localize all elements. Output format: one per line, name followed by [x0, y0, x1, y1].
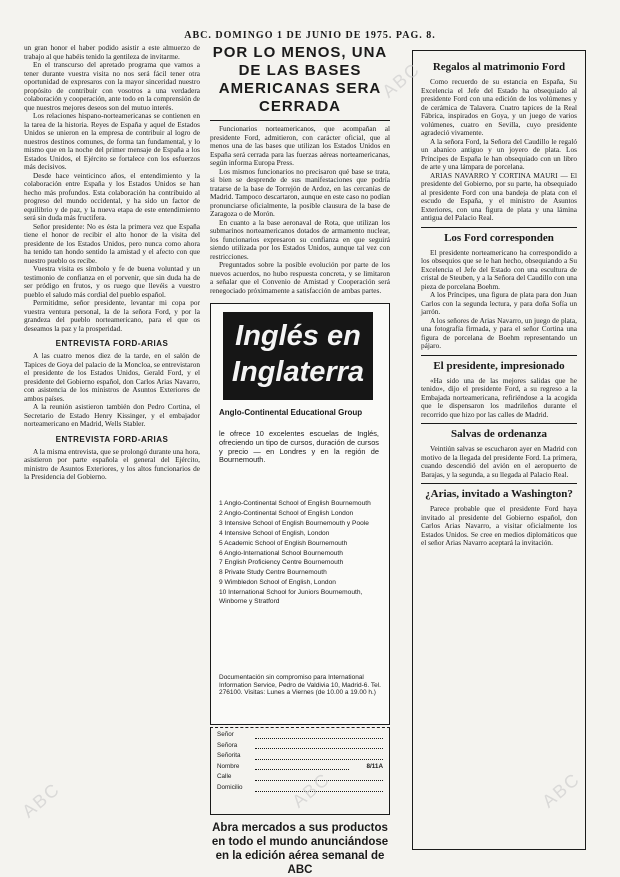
school-item: 5 Academic School of English Bournemouth	[219, 539, 348, 547]
coupon-row	[217, 731, 383, 739]
divider	[421, 227, 577, 228]
body-paragraph: Desde hace veinticinco años, el entendimiento y la colaboración entre España y los Estados Unidos se han hecho más profundos. Esta colaboración ha contribuido al progreso del mundo occidental, y ha sido un factor de equilibrio y de paz, y la nueva etapa de este entendimiento será sin duda más fructífera.	[24, 170, 200, 222]
school-item: 10 International School for Juniors Bournemouth, Winborne y Stratford	[219, 589, 363, 605]
box-title: El presidente, impresionado	[433, 359, 565, 372]
body-paragraph: El presidente norteamericano ha correspondido a los obsequios que se le han hecho, obsequiando a Su Excelencia el Jefe del Estado con una escultura de cristal de Steuben, y a la Señora del Caudillo con una pieza de porcelana Boehm.	[421, 247, 577, 291]
coupon-row	[217, 773, 383, 781]
coupon-field-line[interactable]	[255, 753, 383, 760]
body-paragraph: En el transcurso del apretado programa que vamos a tener durante vuestra visita no nos será fácil tener otra oportunidad de expresaros con la mayor sinceridad nuestro propósito de contribuir con vosotros a una verdadera colaboración y cooperación, ante todo en la comprensión de que nuestros mejores deseos son del mutuo interés.	[24, 60, 200, 112]
body-paragraph: Funcionarios norteamericanos, que acompañan al presidente Ford, admitieron, con carácter oficial, que al menos una de las bases que utilizan los Estados Unidos en España será cerrada para las fuerzas aéreas norteamericanas, según informa Europa Press.	[210, 124, 390, 167]
coupon-label: Señorita	[217, 752, 241, 760]
box-content	[413, 51, 585, 554]
abc-watermark: ABC	[378, 58, 425, 102]
body-paragraph: A las cuatro menos diez de la tarde, en el salón de Tapices de Goya del palacio de la Moncloa, se entrevistaron el presidente de los Estados Unidos, Gerald Ford, y el presidente del Gobierno español, don Carlos Arias Navarro, con asistencia de los ministros de Asuntos Exteriores de ambos países.	[24, 351, 200, 403]
coupon-label: Calle	[217, 773, 232, 781]
body-paragraph: Veintiún salvas se escucharon ayer en Madrid con motivo de la llegada del presidente Ford. La primera, cuando descendió del avión en el aeropuerto de Barajas, y la segunda, a su llegada al Palacio Real.	[421, 444, 577, 479]
divider	[421, 423, 577, 424]
body-paragraph: Preguntados sobre la posible evolución por parte de los nuevos acuerdos, no hubo respuesta concreta, y se limitaron a señalar que el Convenio de Amistad y Cooperación será renegociado próximamente a satisfacción de ambas partes.	[210, 260, 390, 295]
body-paragraph: Parece probable que el presidente Ford haya invitado al presidente del Gobierno español, don Carlos Arias Navarro, a visitar oficialmente los Estados Unidos. Se cree en medios diplomáticos que el señor Arias Navarro aceptará la invitación.	[421, 504, 577, 547]
body-paragraph: En cuanto a la base aeronaval de Rota, que utilizan los submarinos norteamericanos dotados de armamento nuclear, los funcionarios expresaron su confianza en que seguirá siendo utilizada por los Estados Unidos, aunque tal vez con restricciones.	[210, 217, 390, 261]
school-item: 9 Wimbledon School of English, London	[219, 579, 336, 587]
column-left	[24, 44, 200, 482]
divider	[421, 355, 577, 356]
box-title: ¿Arias, invitado a Washington?	[425, 488, 573, 500]
abc-watermark: ABC	[288, 768, 335, 812]
school-item: 1 Anglo-Continental School of English Bournemouth	[219, 500, 371, 507]
coupon-label: Señor	[217, 731, 234, 738]
coupon-label: Domicilio	[217, 783, 243, 791]
body-paragraph: Permitidme, señor presidente, levantar mi copa por vuestra ventura personal, la de la señora Ford, y por la grandeza del pueblo norteamericano, para el que os deseamos la paz y la prosperidad.	[24, 298, 200, 333]
ad-banner-title: Inglés en Inglaterra	[231, 320, 365, 388]
column-right-box	[412, 50, 586, 850]
coupon-field-line[interactable]	[255, 763, 349, 770]
body-paragraph: Los relaciones hispano-norteamericanas se contienen en la tarea de la historia. Reyes de España y aquel de Estados Unidos se unieron en la empresa de contribuir al logro de nuestros destinos comunes, de forma tan fundamental, y lo mismo que en la noche del primer mensaje de España a los Estados Unidos, el Ejército se fortalece con los esfuerzos más decisivos.	[24, 111, 200, 171]
coupon-row	[217, 742, 383, 750]
box-title: Regalos al matrimonio Ford	[432, 61, 566, 73]
page-header: ABC. DOMINGO 1 DE JUNIO DE 1975. PAG. 8.	[184, 30, 436, 41]
section-subhead: ENTREVISTA FORD-ARIAS	[55, 434, 169, 444]
school-item: 7 English Proficiency Centre Bournemouth	[219, 559, 344, 567]
abc-watermark: ABC	[18, 778, 65, 822]
box-title: Los Ford corresponden	[444, 231, 554, 244]
column-center	[210, 44, 390, 877]
body-paragraph: Como recuerdo de su estancia en España, Su Excelencia el Jefe del Estado ha obsequiado al presidente Ford con una edición de los volúmenes y de cerámica de Talavera. Cuatro tapices de la Real Fábrica, inspirados en Goya, y un juego de varios volúmenes, cuatro en Sevilla, cuyo presidente agradeció vivamente.	[421, 77, 577, 137]
section-subhead: ENTREVISTA FORD-ARIAS	[55, 339, 169, 348]
ad-company-name: Anglo-Continental Educational Group	[219, 408, 363, 417]
coupon-label: Nombre	[217, 762, 240, 770]
article-headline: POR LO MENOS, UNA DE LAS BASES AMERICANAS SERA CERRADA	[212, 44, 388, 115]
abc-watermark: ABC	[538, 768, 585, 812]
school-item: 4 Intensive School of English, London	[219, 529, 330, 537]
coupon-row	[217, 763, 383, 771]
body-paragraph: Los mismos funcionarios no precisaron qué base se trata, si bien se desprende de sus manifestaciones que podría tratarse de la base de Torrejón de Ardoz, en las cercanías de Madrid. Tampoco descartaron, aunque en este caso no podían pronunciarse oficialmente, la posible clausura de la base de Zaragoza o de Morón.	[210, 166, 390, 218]
ad-contact-info: Documentación sin compromiso para International Information Service, Pedro de Valdivia 10, Madrid-6. Tel. 276100. Visitas: Lunes a Viernes (de 10.00 a 19.00 h.)	[219, 674, 381, 697]
body-paragraph: un gran honor el haber podido asistir a este almuerzo de trabajo al que habéis tenido la gentileza de invitarme.	[24, 43, 200, 61]
body-paragraph: A los señores de Arias Navarro, un juego de plata, una fotografía firmada, y para el señor Cortina una figura de porcelana de Boehm representando un pájaro.	[421, 315, 577, 350]
school-item: 3 Intensive School of English Bournemouth y Poole	[219, 519, 369, 527]
school-item: 2 Anglo-Continental School of English London	[219, 509, 354, 517]
abc-promo: Abra mercados a sus productos en todo el mundo anunciándose en la edición aérea semanal de ABC	[211, 822, 389, 876]
school-item: 8 Private Study Centre Bournemouth	[219, 569, 327, 577]
coupon-label: Señora	[217, 741, 238, 749]
body-paragraph: A la reunión asistieron también don Pedro Cortina, el Secretario de Estado Henry Kissinger, y el embajador norteamericano en Madrid, Wells Stabler.	[24, 402, 200, 428]
coupon-field-line[interactable]	[255, 742, 383, 749]
coupon-code: 8/11A	[366, 762, 383, 770]
coupon-row	[217, 752, 383, 760]
coupon-field-line[interactable]	[255, 732, 383, 739]
body-paragraph: A la misma entrevista, que se prolongó durante una hora, asistieron por parte española el general del Ejército, ministro de Asuntos Exteriores, y los altos funcionarios de la Presidencia del Gobierno.	[24, 446, 200, 481]
ad-intro-text: le ofrece 10 excelentes escuelas de Inglés, ofreciendo un tipo de cursos, duración de cursos y precio — en Londres y en la región de Bournemouth.	[219, 429, 379, 465]
body-paragraph: A los Príncipes, una figura de plata para don Juan Carlos con la segunda lectura, y para doña Sofía un jarrón.	[421, 290, 577, 316]
body-paragraph: Vuestra visita es símbolo y fe de buena voluntad y un testimonio de confianza en el porvenir, que sin duda ha de ser pródigo en frutos, y os ruego que llevéis a vuestro pueblo el saludo más cordial del pueblo español.	[24, 264, 200, 299]
body-paragraph: «Ha sido una de las mejores salidas que he tenido», dijo el presidente Ford, a su regreso a la Embajada norteamericana, refiriéndose a la acogida que le dispensaron los madrileños durante el recorrido que hizo por las calles de Madrid.	[421, 375, 577, 419]
advertisement-english-courses	[210, 303, 390, 725]
school-item: 6 Anglo-International School Bournemouth	[219, 549, 343, 557]
ad-banner	[223, 312, 373, 400]
body-paragraph: Señor presidente: No es ésta la primera vez que España tiene el honor de recibir el alto honor de la visita del presidente de los Estados Unidos, pero nunca como ahora ha tenido tan hondo sentido la amistad y el afecto con que nuestro pueblo os recibe.	[24, 221, 200, 265]
body-paragraph: ARIAS NAVARRO Y CORTINA MAURI — El presidente del Gobierno, por su parte, ha obsequiado al presidente Ford con una bandeja de plata con el escudo de España, y el ministro de Asuntos Exteriores, con una figura de plata y una lámina antigua del Palacio Real.	[421, 170, 577, 222]
divider	[210, 120, 390, 121]
body-paragraph: A la señora Ford, la Señora del Caudillo le regaló un abanico antiguo y un joyero de plata. Los Príncipes de España le han obsequiado con un libro de arte y una lámpara de porcelana.	[421, 136, 577, 171]
divider	[421, 483, 577, 484]
box-title: Salvas de ordenanza	[451, 428, 547, 440]
school-list	[219, 500, 383, 607]
